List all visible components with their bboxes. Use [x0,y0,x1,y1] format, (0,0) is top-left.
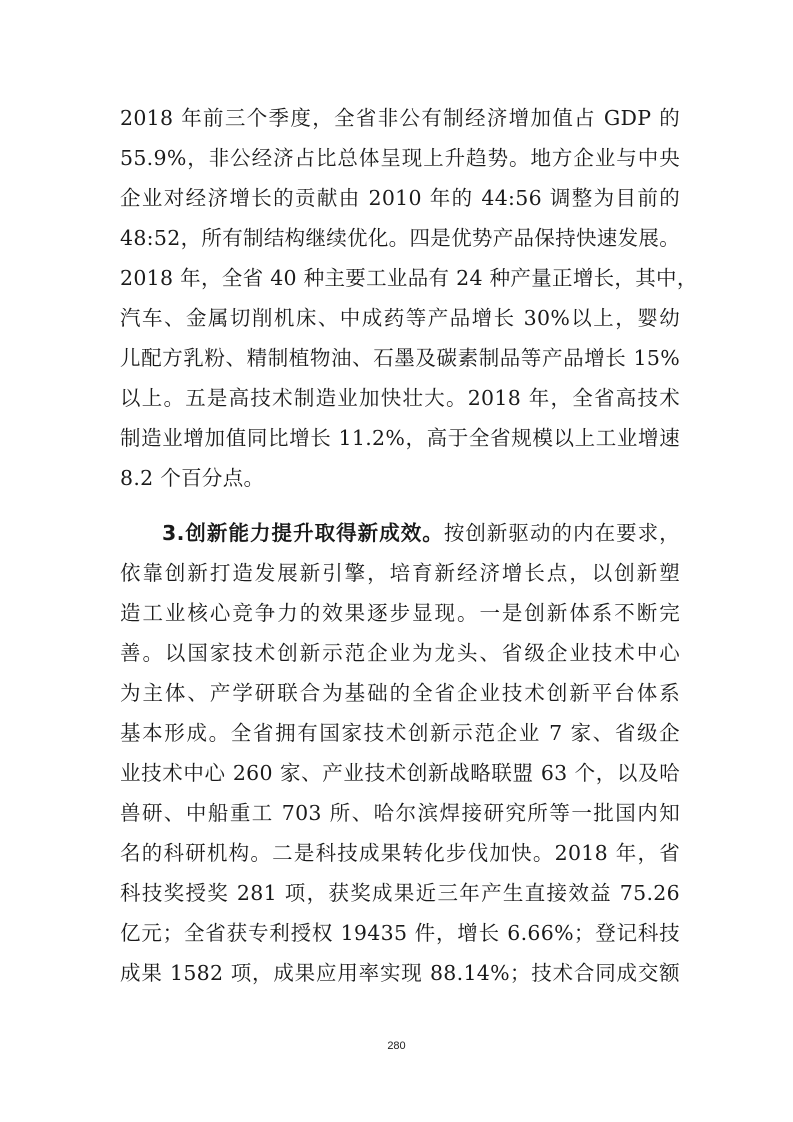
paragraph-line: 儿配方乳粉、精制植物油、石墨及碳素制品等产品增长 15% [120,346,680,370]
paragraph-line: 为主体、产学研联合为基础的全省企业技术创新平台体系 [120,681,680,705]
paragraph-line: 企业对经济增长的贡献由 2010 年的 44:56 调整为目前的 [120,186,680,210]
page-number: 280 [387,1040,406,1052]
paragraph-line: 2018 年，全省 40 种主要工业品有 24 种产量正增长，其中， [120,266,698,290]
paragraph-line: 成果 1582 项，成果应用率实现 88.14%；技术合同成交额 [120,961,680,985]
section-heading: 3.创新能力提升取得新成效。 [162,521,444,545]
paragraph-line-rest: 按创新驱动的内在要求， [443,521,680,545]
paragraph-line: 汽车、金属切削机床、中成药等产品增长 30%以上，婴幼 [120,306,680,330]
paragraph-line: 兽研、中船重工 703 所、哈尔滨焊接研究所等一批国内知 [120,801,680,825]
paragraph-line: 以上。五是高技术制造业加快壮大。2018 年，全省高技术 [120,386,680,410]
paragraph-line: 2018 年前三个季度，全省非公有制经济增加值占 GDP 的 [120,106,680,130]
paragraph-line: 制造业增加值同比增长 11.2%，高于全省规模以上工业增速 [120,426,680,450]
paragraph-line: 科技奖授奖 281 项，获奖成果近三年产生直接效益 75.26 [120,881,680,905]
paragraph-line: 亿元；全省获专利授权 19435 件，增长 6.66%；登记科技 [120,921,680,945]
paragraph-line: 造工业核心竞争力的效果逐步显现。一是创新体系不断完 [120,601,680,625]
paragraph-line: 48:52，所有制结构继续优化。四是优势产品保持快速发展。 [120,226,680,250]
paragraph-line: 依靠创新打造发展新引擎，培育新经济增长点，以创新塑 [120,561,680,585]
paragraph-line: 善。以国家技术创新示范企业为龙头、省级企业技术中心 [120,641,680,665]
paragraph-line: 55.9%，非公经济占比总体呈现上升趋势。地方企业与中央 [120,146,680,170]
paragraph-line: 业技术中心 260 家、产业技术创新战略联盟 63 个，以及哈 [120,761,680,785]
paragraph-line: 名的科研机构。二是科技成果转化步伐加快。2018 年，省 [120,841,680,865]
paragraph-line: 基本形成。全省拥有国家技术创新示范企业 7 家、省级企 [120,721,680,745]
paragraph-first-line [120,513,680,553]
paragraph-last-line: 8.2 个百分点。 [120,466,265,490]
